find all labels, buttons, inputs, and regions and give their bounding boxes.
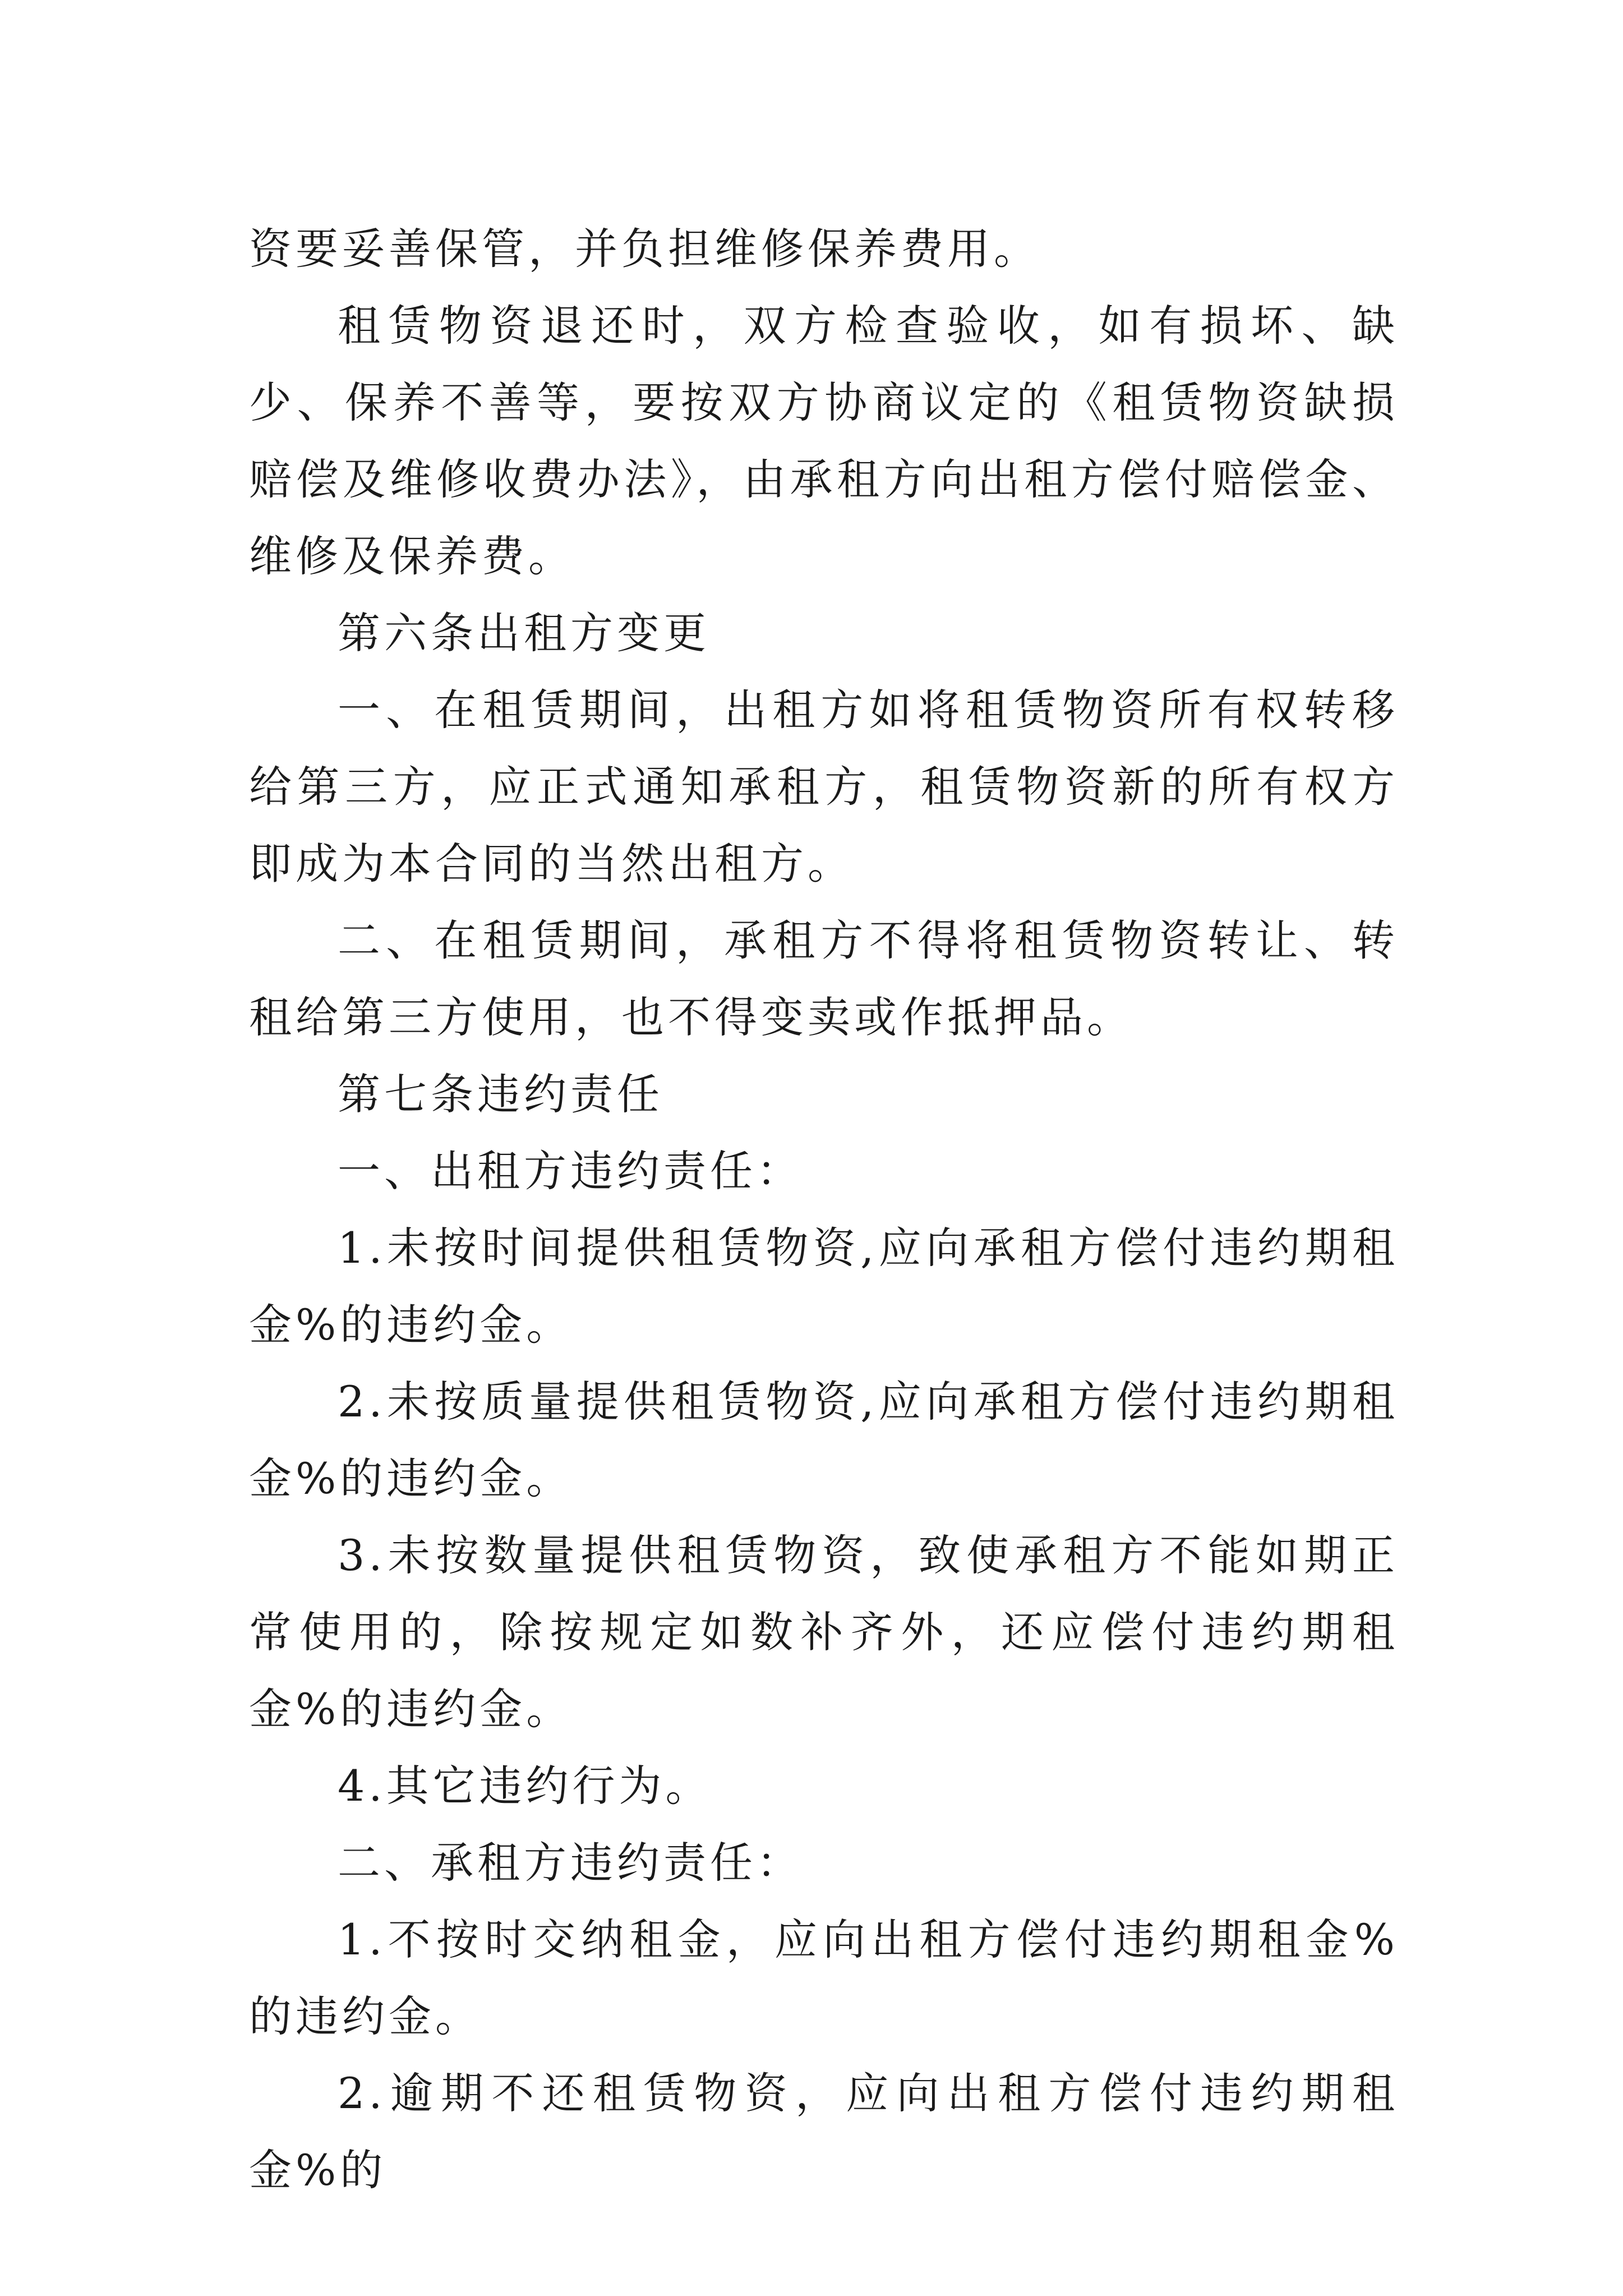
list-item: 1.不按时交纳租金，应向出租方偿付违约期租金%的违约金。 [249,1915,1399,2041]
section-heading: 第七条违约责任 [338,1069,663,1119]
list-item: 2.未按质量提供租赁物资,应向承租方偿付违约期租金%的违约金。 [249,1377,1399,1503]
subsection-heading: 一、出租方违约责任： [338,1146,803,1196]
paragraph: 资要妥善保管，并负担维修保养费用。 [249,224,1040,274]
section-heading: 第六条出租方变更 [338,608,710,658]
list-item: 3.未按数量提供租赁物资，致使承租方不能如期正常使用的，除按规定如数补齐外，还应偿付违约期租金%的违约金。 [249,1530,1399,1734]
list-item: 2.逾期不还租赁物资，应向出租方偿付违约期租金%的 [249,2068,1399,2195]
list-item: 1.未按时间提供租赁物资,应向承租方偿付违约期租金%的违约金。 [249,1223,1399,1350]
list-item: 4.其它违约行为。 [338,1761,712,1811]
paragraph: 二、在租赁期间，承租方不得将租赁物资转让、转租给第三方使用，也不得变卖或作抵押品。 [249,915,1399,1042]
paragraph: 租赁物资退还时，双方检查验收，如有损坏、缺少、保养不善等，要按双方协商议定的《租赁物资缺损赔偿及维修收费办法》，由承租方向出租方偿付赔偿金、维修及保养费。 [249,301,1399,581]
document-body [249,210,1399,2208]
paragraph: 一、在租赁期间，出租方如将租赁物资所有权转移给第三方，应正式通知承租方，租赁物资新的所有权方即成为本合同的当然出租方。 [249,685,1399,889]
subsection-heading: 二、承租方违约责任： [338,1838,803,1888]
